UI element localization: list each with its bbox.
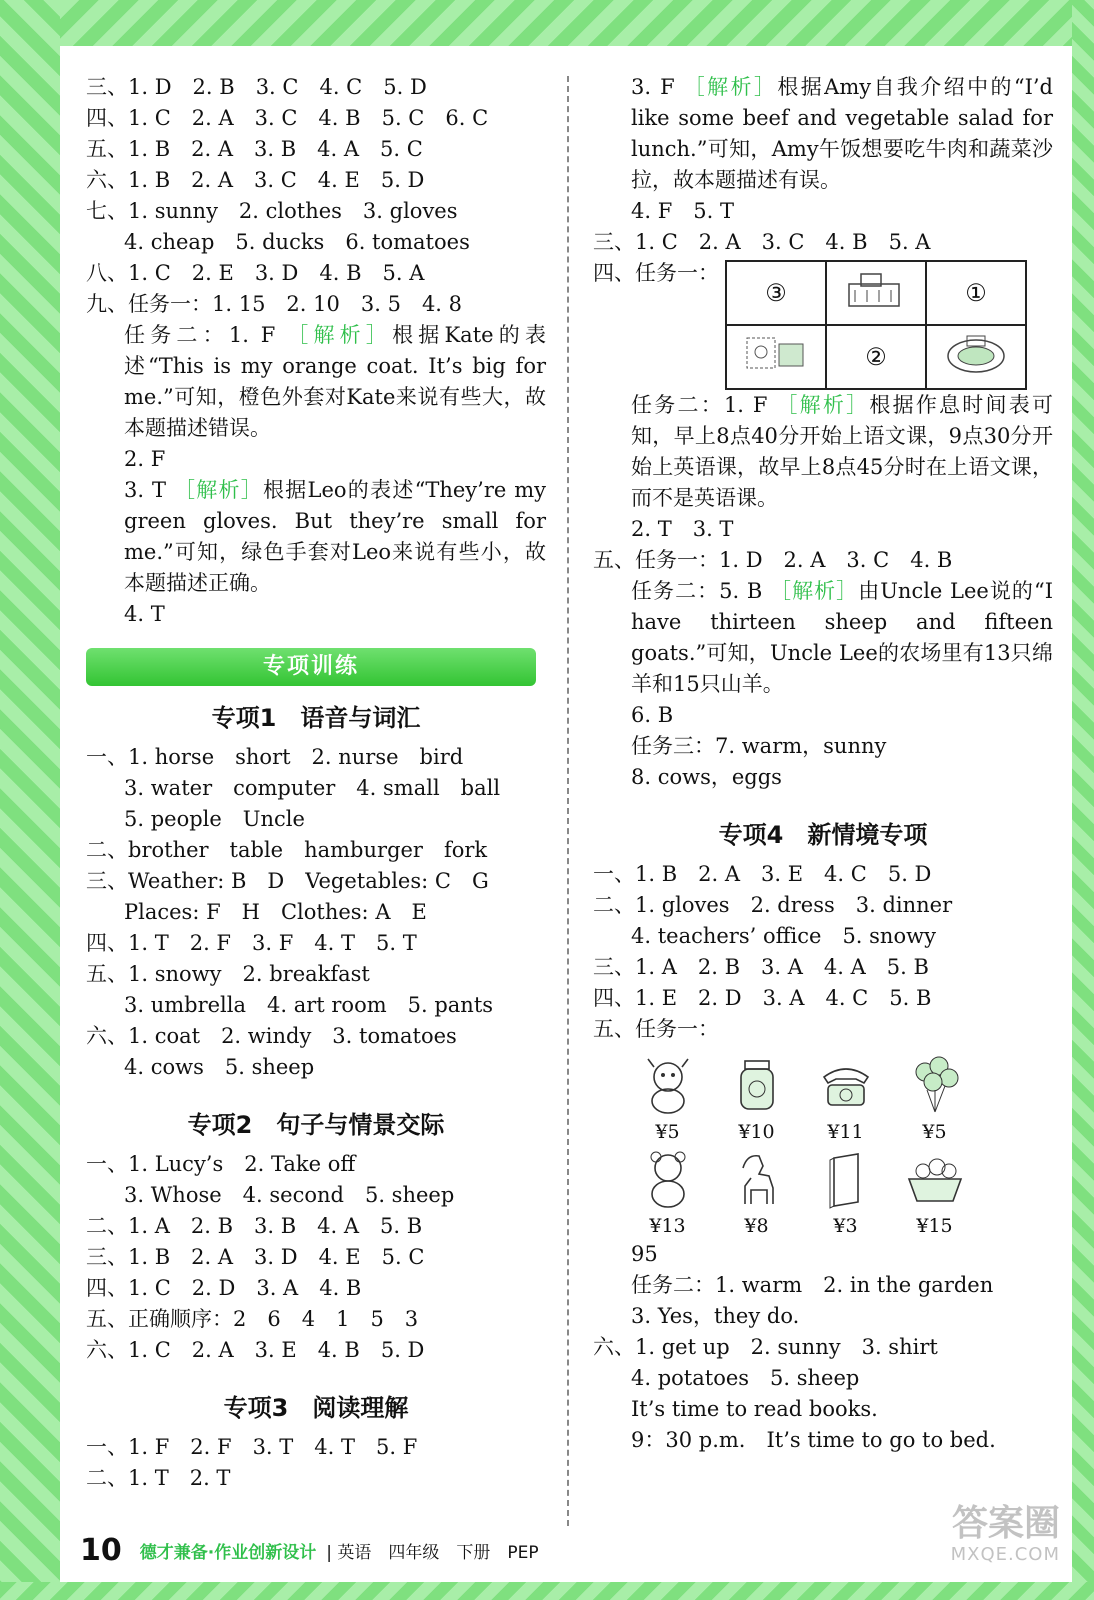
answer-line: 五、任务一： bbox=[593, 1017, 719, 1041]
answer-line: 三、Weather: B D Vegetables: C G bbox=[86, 869, 489, 893]
price-label: ¥10 bbox=[738, 1121, 775, 1143]
answer-line: 五、1. B 2. A 3. B 4. A 5. C bbox=[86, 137, 423, 161]
telephone-icon bbox=[816, 1055, 876, 1115]
right-column bbox=[593, 72, 1053, 1456]
answer-line: 任务二：1. warm 2. in the garden bbox=[631, 1273, 994, 1297]
answer-line: 三、1. B 2. A 3. D 4. E 5. C bbox=[86, 1245, 425, 1269]
picture-order-grid bbox=[725, 260, 1027, 390]
price-label: ¥11 bbox=[827, 1121, 864, 1143]
answer-line: 3. umbrella 4. art room 5. pants bbox=[124, 993, 494, 1017]
section-title: 专项2 句子与情景交际 bbox=[187, 1111, 445, 1139]
explanation-paragraph bbox=[86, 320, 546, 444]
vegetable-basket-icon bbox=[903, 1149, 967, 1209]
section-banner: 专项训练 bbox=[86, 648, 536, 686]
price-label: ¥5 bbox=[922, 1121, 947, 1143]
explanation-paragraph bbox=[593, 72, 1053, 196]
price-label: ¥5 bbox=[655, 1121, 680, 1143]
answer-lead: 四、任务一： bbox=[593, 261, 719, 285]
section-title: 专项1 语音与词汇 bbox=[211, 704, 421, 732]
grid-cell: ③ bbox=[726, 261, 826, 325]
price-pictures bbox=[623, 1051, 1053, 1239]
answer-line: 一、1. F 2. F 3. T 4. T 5. F bbox=[86, 1435, 418, 1459]
answer-line: 五、正确顺序：2 6 4 1 5 3 bbox=[86, 1307, 419, 1331]
answer-line: 五、任务一：1. D 2. A 3. C 4. B bbox=[593, 548, 953, 572]
brand-name: 德才兼备·作业创新设计 bbox=[139, 1542, 317, 1563]
answer-line: 四、1. E 2. D 3. A 4. C 5. B bbox=[593, 986, 932, 1010]
site-watermark bbox=[890, 1504, 1060, 1574]
analysis-tag: ［解析］ bbox=[776, 393, 870, 417]
answer-line: 九、任务一：1. 15 2. 10 3. 5 4. 8 bbox=[86, 292, 463, 316]
grid-cell: ① bbox=[926, 261, 1026, 325]
price-label: ¥15 bbox=[916, 1215, 953, 1237]
price-label: ¥3 bbox=[833, 1215, 858, 1237]
answer-line: 六、1. C 2. A 3. E 4. B 5. D bbox=[86, 1338, 425, 1362]
toy-cow-icon bbox=[640, 1055, 696, 1115]
balloons-icon bbox=[905, 1054, 965, 1116]
answer-line: 5. people Uncle bbox=[124, 807, 305, 831]
column-divider bbox=[567, 76, 569, 1526]
answer-line: 2. F bbox=[124, 447, 166, 471]
answer-line: 一、1. B 2. A 3. E 4. C 5. D bbox=[593, 862, 932, 886]
analysis-tag: ［解析］ bbox=[683, 75, 778, 99]
explanation-paragraph bbox=[593, 390, 1053, 514]
answer-line: 七、1. sunny 2. clothes 3. gloves bbox=[86, 199, 458, 223]
decorative-frame-top bbox=[0, 0, 1094, 46]
answer-line: 二、1. T 2. T bbox=[86, 1466, 231, 1490]
analysis-tag: ［解析］ bbox=[770, 579, 859, 603]
grid-cell-picture bbox=[926, 325, 1026, 389]
analysis-tag: ［解析］ bbox=[287, 323, 393, 347]
room-scene-icon bbox=[741, 330, 811, 378]
decorative-frame-bottom bbox=[0, 1582, 1094, 1600]
answer-line: 3. water computer 4. small ball bbox=[124, 776, 501, 800]
grid-cell-picture bbox=[826, 261, 926, 325]
answer-line: 9：30 p.m. It’s time to go to bed. bbox=[631, 1428, 996, 1452]
answer-line: 一、1. Lucy’s 2. Take off bbox=[86, 1152, 356, 1176]
answer-line: 六、1. B 2. A 3. C 4. E 5. D bbox=[86, 168, 425, 192]
answer-line: Places: F H Clothes: A E bbox=[124, 900, 427, 924]
answer-line: 五、1. snowy 2. breakfast bbox=[86, 962, 370, 986]
price-label: ¥8 bbox=[744, 1215, 769, 1237]
answer-lead: 任务二：5. B bbox=[631, 579, 763, 603]
price-label: ¥13 bbox=[649, 1215, 686, 1237]
answer-line: 4. cows 5. sheep bbox=[124, 1055, 315, 1079]
grid-cell-picture bbox=[726, 325, 826, 389]
answer-line: 三、1. A 2. B 3. A 4. A 5. B bbox=[593, 955, 929, 979]
explanation-paragraph bbox=[593, 576, 1053, 700]
answer-lead: 3. F bbox=[631, 75, 675, 99]
page-footer bbox=[80, 1530, 539, 1570]
explanation-text: 根据作息时间表可知，早上8点40分开始上语文课，9点30分开始上英语课，故早上8点45分时在上语文课，而不是英语课。 bbox=[631, 393, 1053, 510]
answer-line: 3. Whose 4. second 5. sheep bbox=[124, 1183, 455, 1207]
answer-line: 四、1. T 2. F 3. F 4. T 5. T bbox=[86, 931, 417, 955]
explanation-text: 由Uncle Lee说的“I have thirteen sheep and fifteen goats.”可知，Uncle Lee的农场里有13只绵羊和15只山羊。 bbox=[631, 579, 1053, 696]
explanation-text: 根据Kate的表述“This is my orange coat. It’s big for me.”可知，橙色外套对Kate来说有些大，故本题描述错误。 bbox=[124, 323, 546, 440]
answer-line: 三、1. C 2. A 3. C 4. B 5. A bbox=[593, 230, 931, 254]
task-grid-row bbox=[593, 258, 1053, 390]
answer-line: 二、1. A 2. B 3. B 4. A 5. B bbox=[86, 1214, 423, 1238]
decorative-frame-left bbox=[0, 0, 60, 1600]
answer-line: 四、1. C 2. A 3. C 4. B 5. C 6. C bbox=[86, 106, 489, 130]
answer-line: 4. F 5. T bbox=[631, 199, 735, 223]
teddy-bear-icon bbox=[640, 1148, 696, 1210]
explanation-paragraph bbox=[86, 475, 546, 599]
decorative-frame-right bbox=[1072, 0, 1094, 1600]
answer-line: 六、1. coat 2. windy 3. tomatoes bbox=[86, 1024, 457, 1048]
page-number: 10 bbox=[80, 1532, 122, 1568]
playground-icon bbox=[941, 330, 1011, 378]
answer-line: 二、1. gloves 2. dress 3. dinner bbox=[593, 893, 953, 917]
answer-line: 3. Yes，they do. bbox=[631, 1304, 800, 1328]
answer-lead: 3. T bbox=[124, 478, 166, 502]
explanation-text: 根据Amy自我介绍中的“I’d like some beef and vegetable salad for lunch.”可知，Amy午饭想要吃牛肉和蔬菜沙拉，故本题描述有误。 bbox=[631, 75, 1054, 192]
book-meta: | 英语 四年级 下册 PEP bbox=[326, 1542, 539, 1563]
watermark-url: MXQE.COM bbox=[950, 1544, 1060, 1565]
answer-line: 2. T 3. T bbox=[631, 517, 734, 541]
answer-line: 二、brother table hamburger fork bbox=[86, 838, 488, 862]
answer-line: It’s time to read books. bbox=[631, 1397, 878, 1421]
answer-line: 4. teachers’ office 5. snowy bbox=[631, 924, 936, 948]
section-title: 专项4 新情境专项 bbox=[718, 821, 928, 849]
grid-cell: ② bbox=[826, 325, 926, 389]
jar-icon bbox=[729, 1055, 785, 1115]
answer-line: 4. cheap 5. ducks 6. tomatoes bbox=[124, 230, 470, 254]
left-column bbox=[86, 72, 546, 1494]
notebook-icon bbox=[818, 1148, 874, 1210]
answer-lead: 任务二：1. F bbox=[124, 323, 276, 347]
section-title: 专项3 阅读理解 bbox=[223, 1394, 409, 1422]
answer-line: 四、1. C 2. D 3. A 4. B bbox=[86, 1276, 362, 1300]
answer-line: 一、1. horse short 2. nurse bird bbox=[86, 745, 464, 769]
answer-line: 任务三：7. warm，sunny bbox=[631, 734, 887, 758]
answer-line: 4. T bbox=[124, 602, 165, 626]
classroom-building-icon bbox=[841, 266, 911, 314]
answer-line: 95 bbox=[631, 1242, 658, 1266]
answer-line: 八、1. C 2. E 3. D 4. B 5. A bbox=[86, 261, 425, 285]
watermark-logo-text: 答案圈 bbox=[951, 1503, 1060, 1544]
answer-line: 8. cows，eggs bbox=[631, 765, 782, 789]
answer-line: 三、1. D 2. B 3. C 4. C 5. D bbox=[86, 75, 427, 99]
answer-line: 4. potatoes 5. sheep bbox=[631, 1366, 860, 1390]
answer-line: 六、1. get up 2. sunny 3. shirt bbox=[593, 1335, 938, 1359]
answer-lead: 任务二：1. F bbox=[631, 393, 768, 417]
analysis-tag: ［解析］ bbox=[173, 478, 263, 502]
toy-horse-icon bbox=[729, 1148, 785, 1210]
explanation-text: 根据Leo的表述“They’re my green gloves. But they’re small for me.”可知，绿色手套对Leo来说有些小，故本题描述正确。 bbox=[124, 478, 547, 595]
answer-line: 6. B bbox=[631, 703, 674, 727]
